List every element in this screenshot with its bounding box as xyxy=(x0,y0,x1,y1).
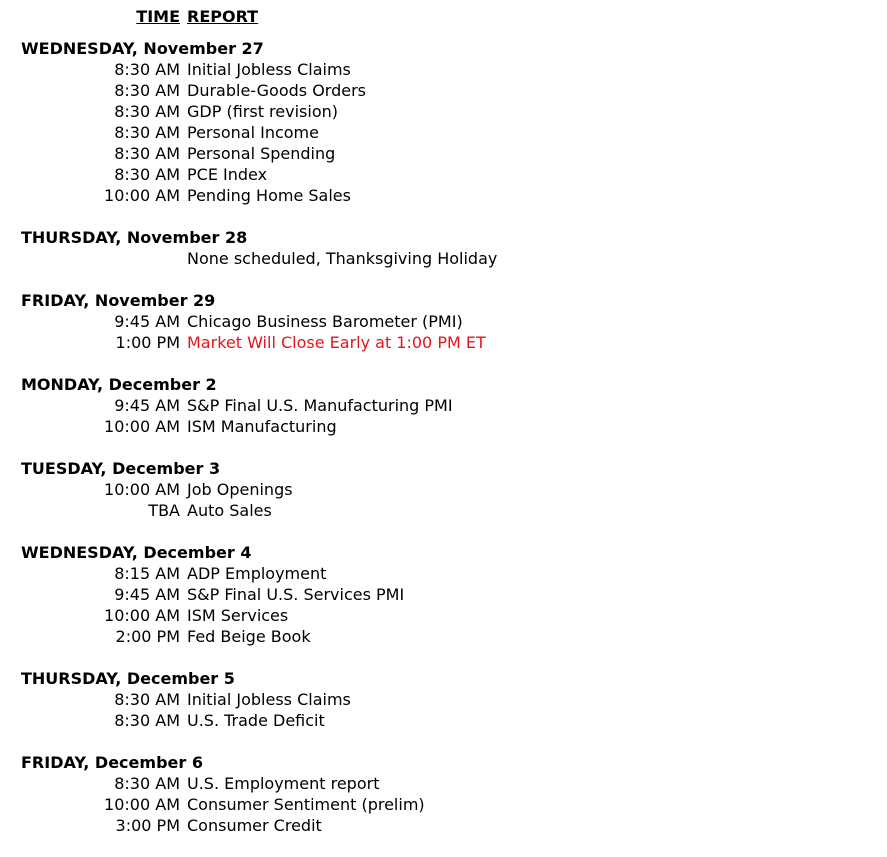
event-time: 8:30 AM xyxy=(114,690,180,709)
event-row xyxy=(0,248,887,269)
day-title: FRIDAY, November 29 xyxy=(21,291,216,310)
event-report: S&P Final U.S. Services PMI xyxy=(187,585,405,604)
event-row xyxy=(0,332,887,353)
event-row xyxy=(0,605,887,626)
day-title: FRIDAY, December 6 xyxy=(21,753,203,772)
event-time: 3:00 PM xyxy=(115,816,180,835)
event-report: None scheduled, Thanksgiving Holiday xyxy=(187,249,498,268)
day-title: THURSDAY, December 5 xyxy=(21,669,235,688)
event-row xyxy=(0,311,887,332)
event-report: Personal Income xyxy=(187,123,319,142)
event-report: ADP Employment xyxy=(187,564,327,583)
event-time: 8:15 AM xyxy=(114,564,180,583)
event-time: 10:00 AM xyxy=(104,186,180,205)
event-report: ISM Manufacturing xyxy=(187,417,337,436)
day-block xyxy=(0,458,887,521)
event-row xyxy=(0,479,887,500)
event-row xyxy=(0,689,887,710)
day-block xyxy=(0,227,887,269)
event-time: 8:30 AM xyxy=(114,144,180,163)
day-title: TUESDAY, December 3 xyxy=(21,459,221,478)
event-report: U.S. Employment report xyxy=(187,774,380,793)
event-report: Durable-Goods Orders xyxy=(187,81,367,100)
event-row xyxy=(0,143,887,164)
event-time: 8:30 AM xyxy=(114,102,180,121)
event-report: Auto Sales xyxy=(187,501,272,520)
event-row xyxy=(0,101,887,122)
event-report: PCE Index xyxy=(187,165,268,184)
event-time: 8:30 AM xyxy=(114,165,180,184)
event-row xyxy=(0,710,887,731)
day-block xyxy=(0,668,887,731)
event-row xyxy=(0,395,887,416)
event-row xyxy=(0,815,887,836)
day-block xyxy=(0,38,887,206)
event-row xyxy=(0,584,887,605)
event-row xyxy=(0,500,887,521)
event-time: 8:30 AM xyxy=(114,123,180,142)
event-report: Job Openings xyxy=(187,480,293,499)
event-time: 9:45 AM xyxy=(114,585,180,604)
day-title: WEDNESDAY, November 27 xyxy=(21,39,264,58)
event-row xyxy=(0,59,887,80)
event-report: Pending Home Sales xyxy=(187,186,351,205)
event-report: ISM Services xyxy=(187,606,289,625)
event-time: 8:30 AM xyxy=(114,774,180,793)
event-time: 9:45 AM xyxy=(114,312,180,331)
economic-calendar xyxy=(0,38,887,857)
event-report: Consumer Credit xyxy=(187,816,322,835)
event-row xyxy=(0,416,887,437)
event-report: Initial Jobless Claims xyxy=(187,60,351,79)
day-block xyxy=(0,752,887,836)
event-report: Personal Spending xyxy=(187,144,336,163)
day-title: MONDAY, December 2 xyxy=(21,375,217,394)
event-report: S&P Final U.S. Manufacturing PMI xyxy=(187,396,453,415)
event-row xyxy=(0,80,887,101)
event-row xyxy=(0,122,887,143)
column-header xyxy=(0,6,887,27)
event-time: 10:00 AM xyxy=(104,795,180,814)
event-time: 9:45 AM xyxy=(114,396,180,415)
event-time: TBA xyxy=(148,501,180,520)
event-report: Consumer Sentiment (prelim) xyxy=(187,795,425,814)
event-time: 10:00 AM xyxy=(104,417,180,436)
day-block xyxy=(0,290,887,353)
event-row xyxy=(0,164,887,185)
event-time: 1:00 PM xyxy=(115,333,180,352)
time-column-header: TIME xyxy=(136,7,180,26)
event-report: GDP (first revision) xyxy=(187,102,338,121)
event-row xyxy=(0,626,887,647)
report-column-header: REPORT xyxy=(187,7,259,26)
event-time: 2:00 PM xyxy=(115,627,180,646)
event-time: 10:00 AM xyxy=(104,606,180,625)
event-report: Initial Jobless Claims xyxy=(187,690,351,709)
market-close-notice: Market Will Close Early at 1:00 PM ET xyxy=(187,333,486,352)
event-report: Chicago Business Barometer (PMI) xyxy=(187,312,463,331)
event-report: U.S. Trade Deficit xyxy=(187,711,325,730)
day-title: THURSDAY, November 28 xyxy=(21,228,248,247)
event-time: 8:30 AM xyxy=(114,711,180,730)
day-block xyxy=(0,374,887,437)
event-row xyxy=(0,563,887,584)
event-time: 8:30 AM xyxy=(114,81,180,100)
day-block xyxy=(0,542,887,647)
event-time: 10:00 AM xyxy=(104,480,180,499)
event-row xyxy=(0,185,887,206)
day-title: WEDNESDAY, December 4 xyxy=(21,543,252,562)
event-row xyxy=(0,773,887,794)
event-time: 8:30 AM xyxy=(114,60,180,79)
event-report: Fed Beige Book xyxy=(187,627,311,646)
event-row xyxy=(0,794,887,815)
